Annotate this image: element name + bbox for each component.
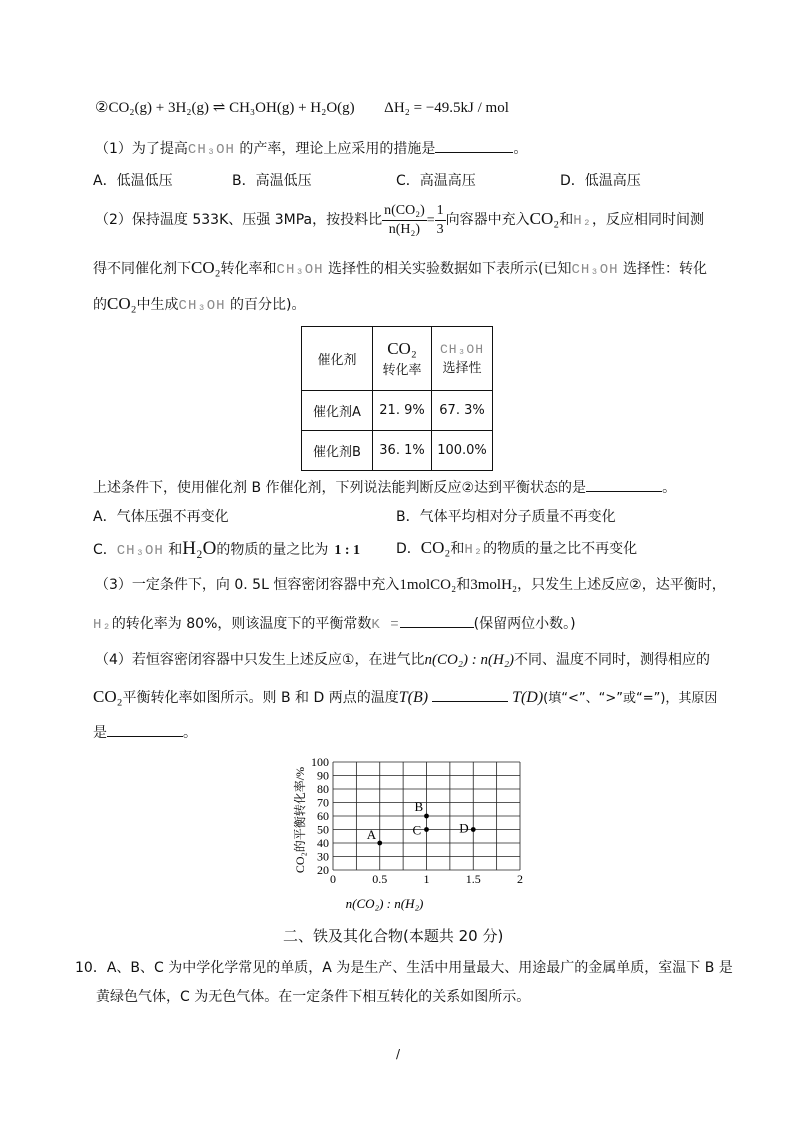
q2-charge-text: 向容器中充入	[445, 212, 530, 228]
q2b-option-a: A．气体压强不再变化	[93, 509, 229, 525]
q3-l1-a: （3）一定条件下，向 0. 5L 恒容密闭容器中充入	[95, 577, 400, 593]
row-b-conversion: 36. 1%	[373, 431, 432, 471]
q3-answer-blank[interactable]	[400, 612, 474, 628]
q1-option-d: D．低温高压	[560, 173, 641, 189]
opt-d-h2: H₂	[464, 542, 484, 558]
q1-option-b: B．高温低压	[232, 173, 312, 189]
q1-prefix: （1）为了提高	[95, 141, 188, 157]
question-2-line-1	[95, 198, 704, 242]
q4-tb: T(B)	[398, 689, 429, 706]
q4-l2-a: 平衡转化率如图所示。则 B 和 D 两点的温度	[122, 690, 399, 706]
one-third-denominator: 3	[436, 221, 444, 237]
q2-l2-b: 转化率和	[220, 261, 277, 277]
row-a-conversion: 21. 9%	[373, 391, 432, 431]
feed-ratio-fraction	[382, 202, 427, 239]
header-ch3oh: CH₃OH	[439, 341, 484, 357]
x-tick-label: 1.5	[465, 872, 481, 886]
header-catalyst: 催化剂	[302, 327, 373, 391]
q3-and: 和	[456, 577, 471, 593]
point-label-b: B	[414, 799, 424, 814]
q2-and: 和	[559, 212, 574, 228]
section-title: 二、铁及其化合物(本题共 20 分)	[283, 927, 504, 945]
y-tick-label: 90	[317, 768, 329, 783]
opt-d-label: D．	[396, 541, 421, 557]
q2b-option-c	[93, 538, 360, 560]
y-tick-label: 50	[317, 822, 329, 837]
opt-c-ratio: 1 : 1	[334, 543, 360, 558]
point-label-c: C	[412, 822, 422, 838]
q2-l3-c: 的百分比)。	[230, 297, 306, 313]
y-tick-label: 40	[317, 836, 329, 850]
q4-reason-blank[interactable]	[107, 721, 183, 737]
q3-mol-co2: 1molCO₂	[399, 577, 457, 593]
q4-td: T(D)	[512, 689, 544, 706]
x-tick-label: 0	[330, 872, 336, 886]
y-tick-label: 60	[317, 809, 329, 823]
question-1	[95, 137, 527, 160]
q2-l2-d: 选择性：转化	[622, 261, 707, 277]
data-point-b	[424, 814, 429, 819]
q2-co2: CO₂	[529, 209, 560, 228]
opt-c-h2o: H₂O	[182, 538, 217, 559]
question-4-line-1	[95, 650, 710, 670]
data-point-c	[424, 827, 429, 832]
q2-l2-a: 得不同催化剂下	[93, 261, 191, 277]
table-row	[302, 391, 493, 431]
point-label-a: A	[366, 827, 377, 842]
one-third-numerator: 1	[435, 202, 446, 221]
reaction-marker: ②	[95, 100, 109, 116]
q2-l2-co2: CO₂	[191, 258, 221, 277]
y-tick-label: 70	[317, 795, 329, 810]
question-10-line-2: 黄绿色气体，C 为无色气体。在一定条件下相互转化的关系如图所示。	[96, 989, 531, 1005]
fraction-denominator: n(H₂)	[388, 221, 421, 237]
q2-l2-c: 选择性的相关实验数据如下表所示(已知	[328, 261, 572, 277]
table-row	[302, 431, 493, 471]
q2-l3-a: 的	[93, 297, 107, 313]
q2-l2-ch3oh-2: CH₃OH	[571, 262, 619, 278]
opt-d-and: 和	[450, 541, 465, 557]
q4-l2-b: (填“<”、“>”或“=”)，其原因	[543, 691, 718, 706]
q2b-question	[93, 476, 676, 498]
header-co2-conversion	[373, 327, 432, 391]
header-ch3oh-selectivity	[432, 327, 493, 391]
question-3-line-2	[93, 612, 576, 635]
q3-k: K =	[371, 617, 400, 633]
header-co2: CO₂	[387, 339, 417, 358]
q1-answer-blank[interactable]	[435, 137, 513, 153]
opt-d-text: 的物质的量之比不再变化	[483, 541, 638, 557]
opt-c-text: 的物质的量之比为	[216, 542, 329, 558]
fraction-numerator: n(CO₂)	[382, 202, 427, 221]
q1-option-c: C．高温高压	[396, 173, 476, 189]
question-2-line-2	[93, 258, 707, 280]
q2b-end: 。	[662, 480, 677, 496]
q2b-answer-blank[interactable]	[586, 476, 662, 492]
q4-l3: 是	[93, 725, 107, 741]
one-third-fraction	[435, 202, 446, 239]
page-footer-mark: /	[396, 1047, 401, 1061]
q3-l2-a: 的转化率为 80%，则该温度下的平衡常数	[111, 616, 372, 632]
q2-l3-co2: CO₂	[107, 294, 137, 313]
x-tick-label: 2	[517, 872, 523, 886]
q2b-option-b: B．气体平均相对分子质量不再变化	[396, 509, 616, 525]
y-tick-label: 80	[317, 782, 329, 796]
q4-l1-a: （4）若恒容密闭容器中只发生上述反应①，在进气比	[95, 652, 425, 668]
opt-c-and: 和	[168, 542, 183, 558]
data-point-a	[377, 841, 382, 846]
point-label-d: D	[459, 820, 469, 836]
opt-c-label: C．	[93, 542, 117, 558]
q2-l3-b: 中生成	[136, 297, 179, 313]
q3-l1-b: ，只发生上述反应②，达平衡时，	[517, 577, 726, 593]
q3-mol-h2: 3molH₂	[470, 577, 518, 593]
reaction-2-line	[95, 98, 509, 118]
fraction-equals: =	[426, 213, 435, 228]
q1-ch3oh: CH₃OH	[187, 142, 235, 158]
q2-l2-ch3oh: CH₃OH	[276, 262, 324, 278]
question-2-line-3	[93, 294, 305, 316]
q2-tail: ，反应相同时间测	[592, 212, 705, 228]
opt-c-ch3oh: CH₃OH	[116, 543, 164, 559]
question-4-line-2	[93, 686, 717, 709]
x-tick-label: 0.5	[372, 872, 388, 886]
row-b-name: 催化剂B	[302, 431, 373, 471]
row-a-selectivity: 67. 3%	[432, 391, 493, 431]
q2-h2: H₂	[573, 213, 593, 229]
q1-end: 。	[513, 141, 528, 157]
q3-l2-b: (保留两位小数。)	[473, 616, 576, 632]
q1-option-a: A．低温低压	[93, 173, 173, 189]
q2b-option-d	[396, 538, 637, 558]
x-axis-label: n(CO₂) : n(H₂)	[345, 896, 424, 911]
q4-l3-end: 。	[183, 725, 197, 741]
y-axis-label: CO₂的平衡转化率/%	[293, 766, 307, 874]
reaction-equation: CO₂(g) + 3H₂(g) ⇌ CH₃OH(g) + H₂O(g)	[108, 100, 355, 116]
q4-l1-b: 不同、温度不同时，测得相应的	[514, 652, 711, 668]
q2b-text: 上述条件下，使用催化剂 B 作催化剂，下列说法能判断反应②达到平衡状态的是	[93, 480, 587, 496]
q4-compare-blank[interactable]	[432, 686, 508, 702]
data-point-d	[471, 827, 476, 832]
y-tick-label: 100	[311, 755, 329, 769]
row-b-selectivity: 100.0%	[432, 431, 493, 471]
q2-intro: （2）保持温度 533K、压强 3MPa，按投料比	[95, 212, 383, 228]
table-header-row	[302, 327, 493, 391]
x-tick-label: 1	[423, 872, 430, 886]
y-tick-label: 30	[317, 849, 329, 864]
delta-h: ΔH₂ = −49.5kJ / mol	[384, 100, 509, 116]
y-tick-label: 20	[317, 863, 329, 877]
question-3-line-1	[95, 575, 726, 595]
q4-ratio: n(CO₂) : n(H₂)	[424, 652, 515, 668]
q4-co2: CO₂	[93, 687, 123, 706]
q2-l3-ch3oh: CH₃OH	[178, 298, 226, 314]
q3-h2: H₂	[93, 617, 112, 633]
row-a-name: 催化剂A	[302, 391, 373, 431]
catalyst-table	[301, 326, 493, 471]
opt-d-co2: CO₂	[420, 538, 451, 557]
header-conversion: 转化率	[382, 363, 422, 378]
question-10-line-1: 10．A、B、C 为中学化学常见的单质，A 为是生产、生活中用量最大、用途最广的金属单质，室温下 B 是	[75, 960, 733, 976]
question-4-line-3	[93, 721, 197, 743]
q1-suffix: 的产率，理论上应采用的措施是	[239, 141, 436, 157]
header-selectivity: 选择性	[442, 360, 482, 376]
co2-conversion-chart	[280, 750, 540, 920]
